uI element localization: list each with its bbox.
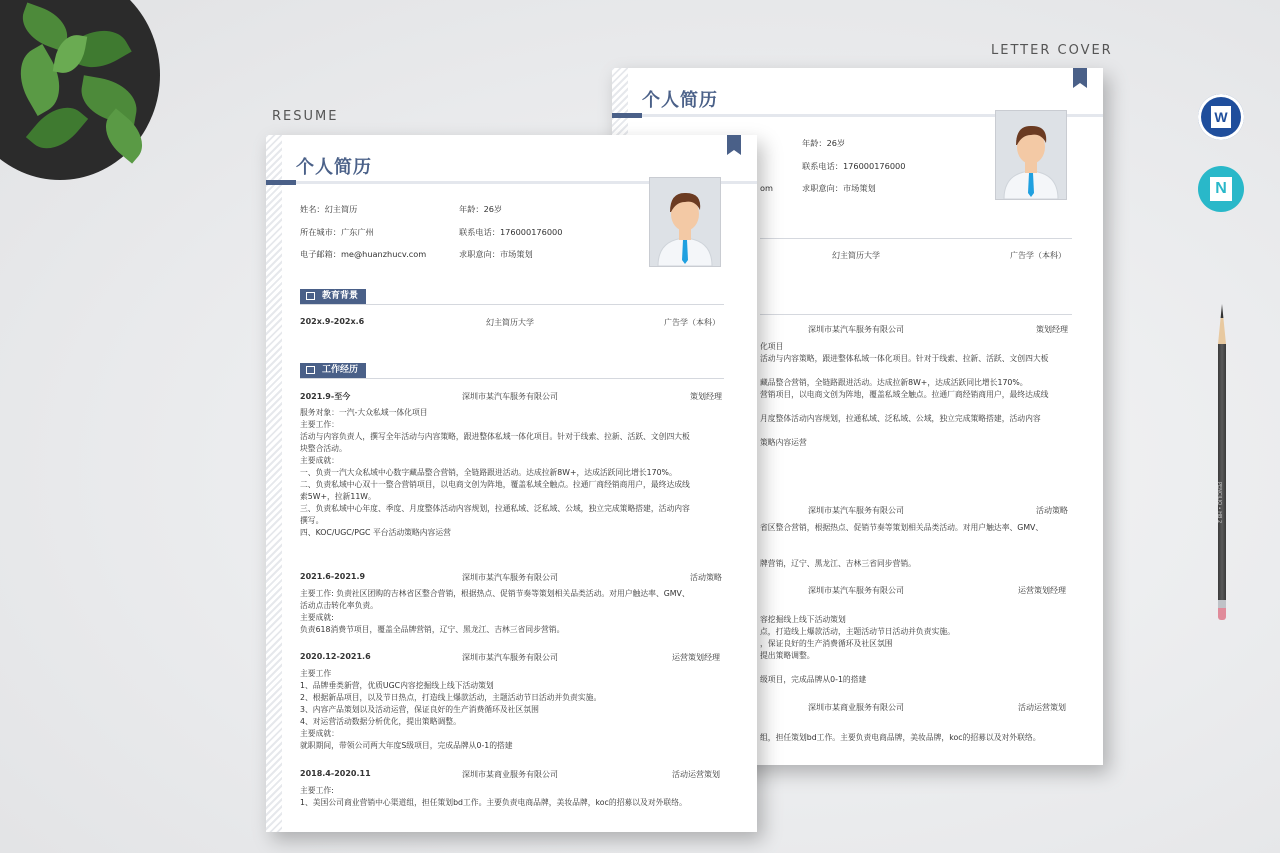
back-intent: 求职意向：市场策划 xyxy=(802,183,876,193)
back-bookmark xyxy=(1073,68,1087,88)
intent-field: 求职意向：市场策划 xyxy=(459,249,533,259)
pencil-icon xyxy=(1214,304,1230,622)
avatar-icon xyxy=(996,111,1066,199)
back-edu-school: 幻主简历大学 xyxy=(832,251,880,260)
back-row-3-company: 深圳市某汽车服务有限公司 xyxy=(808,586,904,595)
education-heading: 教育背景 xyxy=(300,289,366,304)
document-app-icon[interactable] xyxy=(1198,166,1244,212)
job-3-desc: 主要工作 1、品牌垂类新营，优质UGC内容挖掘线上线下活动策划 2、根据新品项目，以及节日热点，打造线上爆款活动，主题活动节日活动并负责实施。 3、内容产品策划以及活动运营，保证良好的生产消费循环及社区氛围 4、对运营活动数据分析优化，提出策略调整。 主要成就： 就职期间，带领公司两大年度S级项目，完成品牌从0-1的搭建 xyxy=(300,669,602,750)
back-email-tail: om xyxy=(760,183,773,193)
back-row-4-company: 深圳市某商业服务有限公司 xyxy=(808,703,904,712)
back-page-title: 个人简历 xyxy=(642,90,718,111)
job-2-role: 活动策略 xyxy=(690,573,722,582)
back-row-2-company: 深圳市某汽车服务有限公司 xyxy=(808,506,904,515)
back-desc-2: 省区整合营销，根据热点、促销节奏等策划相关品类活动。对用户触达率、GMV、 牌营销，辽宁、黑龙江、吉林三省同步营销。 xyxy=(760,523,1044,568)
job-2-company: 深圳市某汽车服务有限公司 xyxy=(462,573,558,582)
job-4-company: 深圳市某商业服务有限公司 xyxy=(462,770,558,779)
edu-major: 广告学（本科） xyxy=(664,318,720,327)
back-age: 年龄：26岁 xyxy=(802,138,846,148)
edu-date: 202x.9-202x.6 xyxy=(300,317,365,326)
back-desc-4: 组，担任策划bd工作。主要负责电商品牌，美妆品牌，koc的招募以及对外联络。 xyxy=(760,733,1041,742)
front-avatar-photo xyxy=(649,177,721,267)
work-heading: 工作经历 xyxy=(300,363,366,378)
pencil-label: PENCILIO • HB 2 xyxy=(1216,482,1222,524)
word-icon[interactable] xyxy=(1198,94,1244,140)
back-phone: 联系电话：176000176000 xyxy=(802,161,906,171)
back-edu-major: 广告学（本科） xyxy=(1010,251,1066,260)
name-field: 姓名：幻主简历 xyxy=(300,204,358,214)
job-1-desc: 服务对象：一汽-大众私域一体化项目 主要工作： 活动与内容负责人，撰写全年活动与内容策略，跟进整体私域一体化项目。针对于线索、拉新、活跃、文创四大板 块整合活动。 主要成就： 一、负责一汽大众私域中心数字藏品整合营销，全链路跟进活动。达成拉新8W+，达成活跃同比增长170%。 二、负责私域中心双十一整合营销项目，以电商文创为阵地，覆盖私域全触点。拉通厂商经销商用户，最终达成线 索5W+，拉新11W。 三、负责私域中心年度、季度、月度整体活动内容规划，拉通私域、泛私域、公域，独立完成策略搭建，活动内容 撰写。 四、KOC/UGC/PGC 平台活动策略内容运营 xyxy=(300,408,690,537)
front-page-stripe xyxy=(266,135,282,832)
back-desc-3: 容挖掘线上线下活动策划 点，打造线上爆款活动，主题活动节日活动并负责实施。 ，保证良好的生产消费循环及社区氛围 提出策略调整。 级项目，完成品牌从0-1的搭建 xyxy=(760,615,955,684)
job-2-desc: 主要工作: 负责社区团购的吉林省区整合营销，根据热点、促销节奏等策划相关品类活动。对用户触达率、GMV、 活动点击转化率负责。 主要成就: 负责618消费节项目，覆盖全品牌营销，辽宁、黑龙江、吉林三省同步营销。 xyxy=(300,589,690,634)
front-page-title: 个人简历 xyxy=(296,157,372,178)
job-2-date: 2021.6-2021.9 xyxy=(300,572,366,581)
job-4-desc: 主要工作: 1、美国公司商业营销中心渠道组，担任策划bd工作。主要负责电商品牌，美妆品牌，koc的招募以及对外联络。 xyxy=(300,786,687,807)
back-row-3-role: 运营策划经理 xyxy=(1018,586,1066,595)
job-1-role: 策划经理 xyxy=(690,392,722,401)
letter-cover-label: LETTER COVER xyxy=(991,43,1113,58)
back-avatar-photo xyxy=(995,110,1067,200)
job-1-date: 2021.9-至今 xyxy=(300,392,351,401)
briefcase-icon xyxy=(306,366,315,374)
job-1-company: 深圳市某汽车服务有限公司 xyxy=(462,392,558,401)
plant-leaves xyxy=(0,0,170,180)
front-page xyxy=(266,135,757,832)
resume-label: RESUME xyxy=(272,109,339,124)
document-app-letter: N xyxy=(1210,177,1232,201)
front-bookmark xyxy=(727,135,741,155)
back-desc-1: 化项目 活动与内容策略，跟进整体私域一体化项目。针对于线索、拉新、活跃、文创四大板 藏品整合营销，全链路跟进活动。达成拉新8W+，达成活跃同比增长170%。 营销项目，以电商文创为阵地，覆盖私域全触点。拉通厂商经销商用户，最终达成线 月度整体活动内容规划，拉通私域、泛私域、公域，独立完成策略搭建，活动内容 策略内容运营 xyxy=(760,342,1049,447)
job-4-role: 活动运营策划 xyxy=(672,770,720,779)
phone-field: 联系电话：176000176000 xyxy=(459,227,563,237)
job-3-role: 运营策划经理 xyxy=(672,653,720,662)
back-row-2-role: 活动策略 xyxy=(1036,506,1068,515)
city-field: 所在城市：广东广州 xyxy=(300,227,374,237)
back-row-4-role: 活动运营策划 xyxy=(1018,703,1066,712)
edu-school: 幻主简历大学 xyxy=(486,318,534,327)
word-icon-letter: W xyxy=(1211,106,1231,128)
age-field: 年龄：26岁 xyxy=(459,204,503,214)
graduation-cap-icon xyxy=(306,292,315,300)
back-row-1-role: 策划经理 xyxy=(1036,325,1068,334)
job-3-company: 深圳市某汽车服务有限公司 xyxy=(462,653,558,662)
back-row-1-company: 深圳市某汽车服务有限公司 xyxy=(808,325,904,334)
avatar-icon xyxy=(650,178,720,266)
job-3-date: 2020.12-2021.6 xyxy=(300,652,371,661)
email-field: 电子邮箱：me@huanzhucv.com xyxy=(300,249,427,259)
job-4-date: 2018.4-2020.11 xyxy=(300,769,371,778)
